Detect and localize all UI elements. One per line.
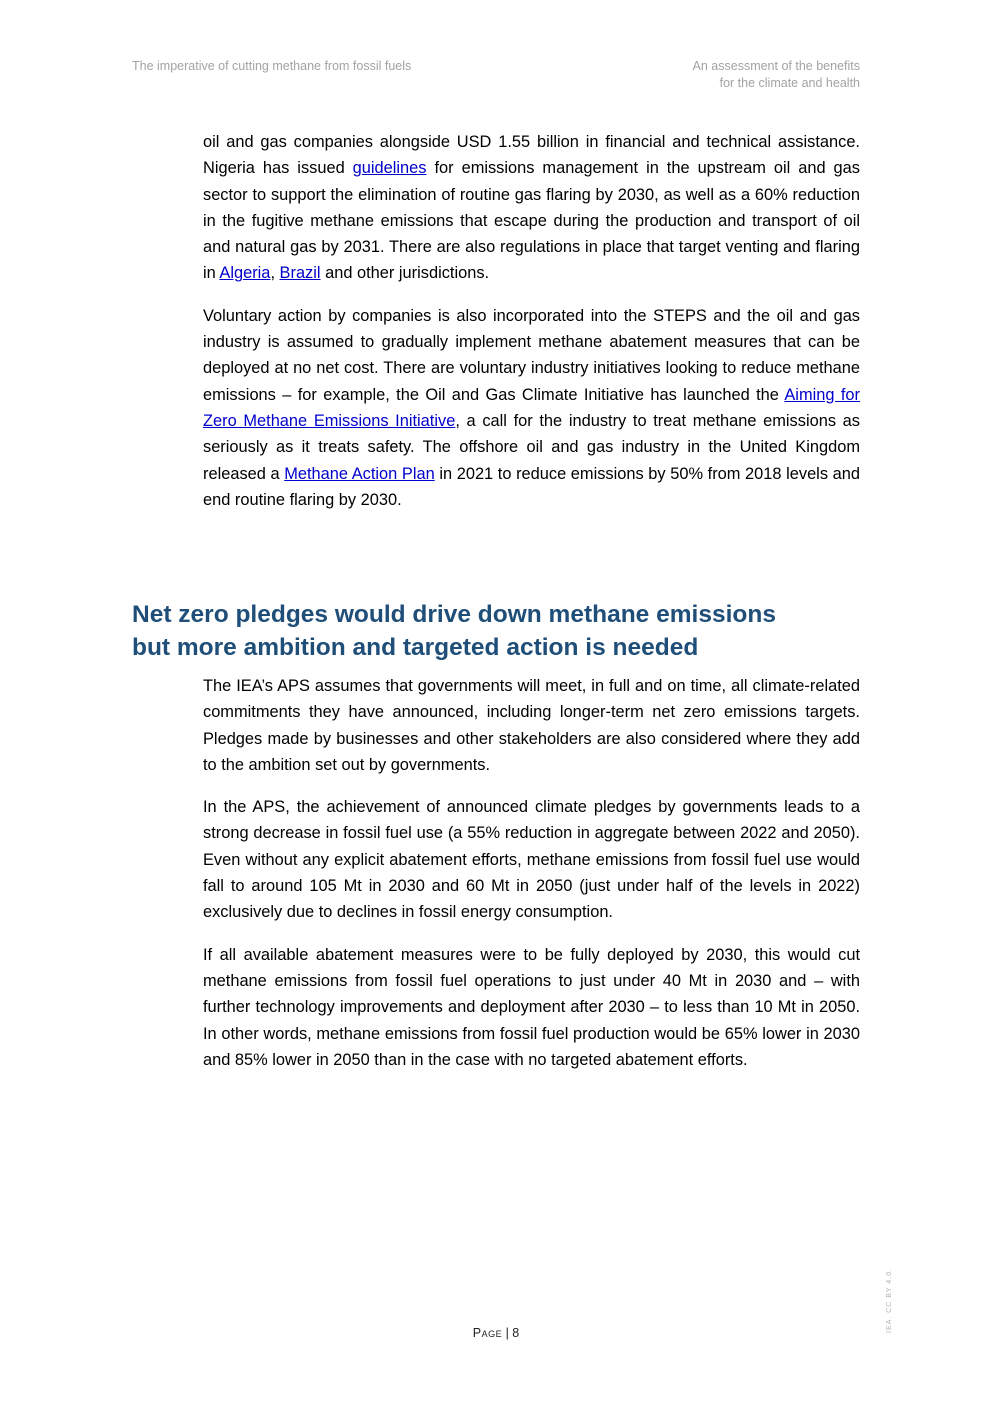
aiming-for-zero-link[interactable]: Aiming for Zero Methane Emissions Initiative	[203, 385, 860, 430]
page-number-footer	[0, 1326, 992, 1340]
header-subtitle-line-2: for the climate and health	[719, 76, 860, 90]
guidelines-link[interactable]: guidelines	[352, 159, 427, 178]
paragraph-abatement-measures: If all available abatement measures were to be fully deployed by 2030, this would cut methane emissions from fossil fuel operations to just under 40 Mt in 2030 and – with further technology improvements and deployment after 2030 – to less than 10 Mt in 2050. In other words, methane emissions from fossil fuel production would be 65% lower in 2030 and 85% lower in 2050 than in the case with no targeted abatement efforts.	[203, 945, 860, 1069]
license-notice: IEA. CC BY 4.0.	[886, 1267, 893, 1333]
page-separator: |	[502, 1326, 513, 1340]
text-run: for emissions management in the upstream oil and gas sector to support the elimination of routine gas flaring by 2030, as well as a 60% reduction in the fugitive methane emissions that escape during the production and transport of oil and natural gas by 2031. There are also regulations in place that target venting and flaring in	[203, 159, 860, 283]
methane-action-plan-link[interactable]: Methane Action Plan	[284, 464, 435, 483]
algeria-link[interactable]: Algeria	[219, 264, 271, 283]
paragraph-nigeria-regulations	[203, 129, 860, 287]
text-run: , a call for the industry to treat methane emissions as seriously as it treats safety. The offshore oil and gas industry in the United Kingdom released a	[203, 411, 860, 483]
page-label: Page	[472, 1326, 503, 1340]
heading-line-2: but more ambition and targeted action is needed	[132, 634, 699, 661]
paragraph-voluntary-action	[203, 303, 860, 513]
section-body-bottom	[203, 673, 860, 1089]
paragraph-aps-assumptions: The IEA’s APS assumes that governments will meet, in full and on time, all climate-related commitments they have announced, including longer-term net zero emissions targets. Pledges made by businesses and other stakeholders are also considered where they add to the ambition set out by governments.	[203, 677, 860, 774]
header-report-title: The imperative of cutting methane from fossil fuels	[132, 59, 412, 73]
page-number: 8	[512, 1326, 520, 1340]
text-run: Voluntary action by companies is also incorporated into the STEPS and the oil and gas industry is assumed to gradually implement methane abatement measures that can be deployed at no net cost. There are voluntary industry initiatives looking to reduce methane emissions – for example, the Oil and Gas Climate Initiative has launched the	[203, 306, 860, 404]
text-run: in 2021 to reduce emissions by 50% from 2018 levels and end routine flaring by 2030.	[203, 464, 860, 509]
text-run: oil and gas companies alongside USD 1.55 billion in financial and technical assistance. Nigeria has issued	[203, 133, 860, 178]
paragraph-aps-fossil-decline: In the APS, the achievement of announced climate pledges by governments leads to a strong decrease in fossil fuel use (a 55% reduction in aggregate between 2022 and 2050). Even without any explicit abatement efforts, methane emissions from fossil fuel use would fall to around 105 Mt in 2030 and 60 Mt in 2050 (just under half of the levels in 2022) exclusively due to declines in fossil energy consumption.	[203, 798, 860, 922]
section-heading	[132, 598, 860, 664]
brazil-link[interactable]: Brazil	[279, 264, 321, 283]
section-body-top	[203, 129, 860, 529]
header-report-subtitle	[693, 58, 860, 92]
heading-line-1: Net zero pledges would drive down methane emissions	[132, 601, 776, 628]
header-subtitle-line-1: An assessment of the benefits	[692, 59, 860, 73]
text-run: ,	[270, 264, 280, 283]
text-run: and other jurisdictions.	[320, 264, 490, 283]
